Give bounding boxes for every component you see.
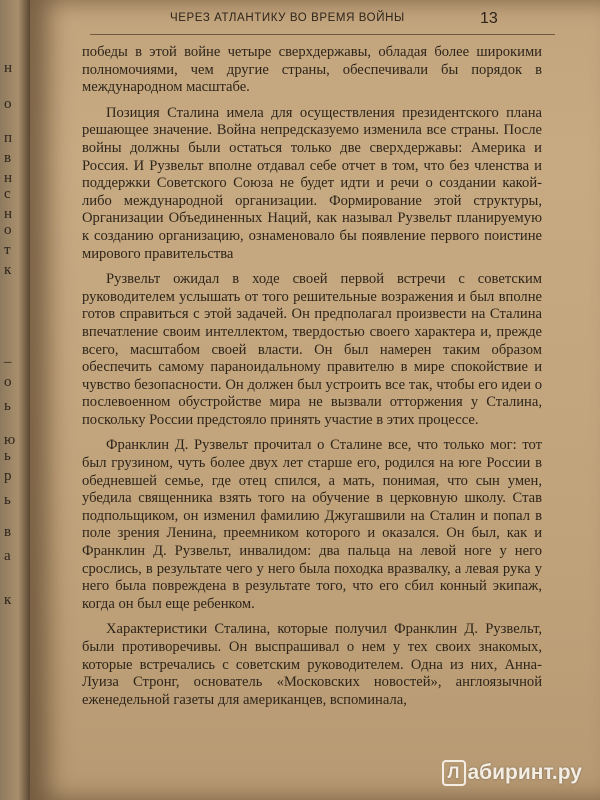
paragraph: победы в этой войне четыре сверхдержавы, обладая более широкими полномочиями, чем другие страны, обеспечивали бы порядок в международном масштабе. [82,44,542,96]
left-page-fragment: о [4,222,12,238]
header-divider [90,34,555,35]
left-page-fragment: п [4,130,13,146]
left-page-fragment: о [4,96,12,112]
labirint-logo-icon: Л [442,760,466,786]
left-facing-page [0,0,30,800]
left-page-fragment: а [4,548,11,564]
running-title: ЧЕРЕЗ АТЛАНТИКУ ВО ВРЕМЯ ВОЙНЫ [170,12,405,24]
left-page-fragment: ю [4,432,16,448]
left-page-fragment: в [4,150,12,166]
paragraph: Позиция Сталина имела для осуществления президентского плана решающее значение. Война непредсказуемо изменила все страны. После войны должны были остаться только две сверхдержавы: Америка и Россия. И Рузвельт вполне отдавал себе отчет в том, что без членства и поддержки Советского Союза не будет идти и речи о создании какой-либо международной организации. Формирование этой структуры, Организации Объединенных Наций, как называл Рузвельт планируемую к созданию организацию, ознаменовало бы появление первого поистине мирового правительства [82,104,542,262]
paragraph: Характеристики Сталина, которые получил Франклин Д. Рузвельт, были противоречивы. Он выспрашивал о нем у тех своих знакомых, которые встречались с советским руководителем. Одна из них, Анна-Луиза Стронг, основатель «Московских новостей», англоязычной еженедельной газеты для американцев, вспоминала, [82,621,542,708]
left-page-fragment: ь [4,492,11,508]
book-page [30,0,600,800]
left-page-fragment: – [4,354,12,370]
left-page-fragment: к [4,262,12,278]
left-page-fragment: т [4,242,11,258]
labirint-watermark [442,760,583,786]
watermark-text: абиринт.ру [467,761,582,784]
page-body [82,44,542,717]
page-number: 13 [480,10,498,27]
left-page-fragment: с [4,186,11,202]
left-page-fragment: ь [4,448,11,464]
left-page-fragment: н [4,60,13,76]
left-page-fragment: в [4,524,12,540]
left-page-fragment: о [4,374,12,390]
left-page-fragment: н [4,206,13,222]
paragraph: Рузвельт ожидал в ходе своей первой встречи с советским руководителем услышать от того решительные возражения и был вполне готов справиться с этой задачей. Он предполагал произвести на Сталина впечатление своим интеллектом, твердостью своего характера и, прежде всего, масштабом своей власти. Он был намерен таким образом обеспечить самому параноидальному правителю в мире спокойствие и чувство безопасности. Он должен был устроить все так, чтобы его идеи о послевоенном обустройстве мира не вызвали отторжения у Сталина, поскольку России предстояло принять участие в этих процессе. [82,271,542,428]
left-page-fragment: р [4,468,12,484]
left-page-fragment: к [4,592,12,608]
left-page-fragment: н [4,170,13,186]
paragraph: Франклин Д. Рузвельт прочитал о Сталине все, что только мог: тот был грузином, чуть более двух лет старше его, родился на юге России в обедневшей семье, где отец спился, а мать, понимая, что сын умен, убедила священника взять того на обучение в церковную школу. Став подпольщиком, он изменил фамилию Джугашвили на Сталин и попал в поле зрения Ленина, преемником которого и оказался. Он был, как и Франклин Д. Рузвельт, инвалидом: два пальца на левой ноге у него срослись, в результате чего у него была походка вразвалку, а левая рука у него была повреждена в результате того, что его сбил конный экипаж, когда он был еще ребенком. [82,437,542,612]
left-page-fragment: ь [4,398,11,414]
